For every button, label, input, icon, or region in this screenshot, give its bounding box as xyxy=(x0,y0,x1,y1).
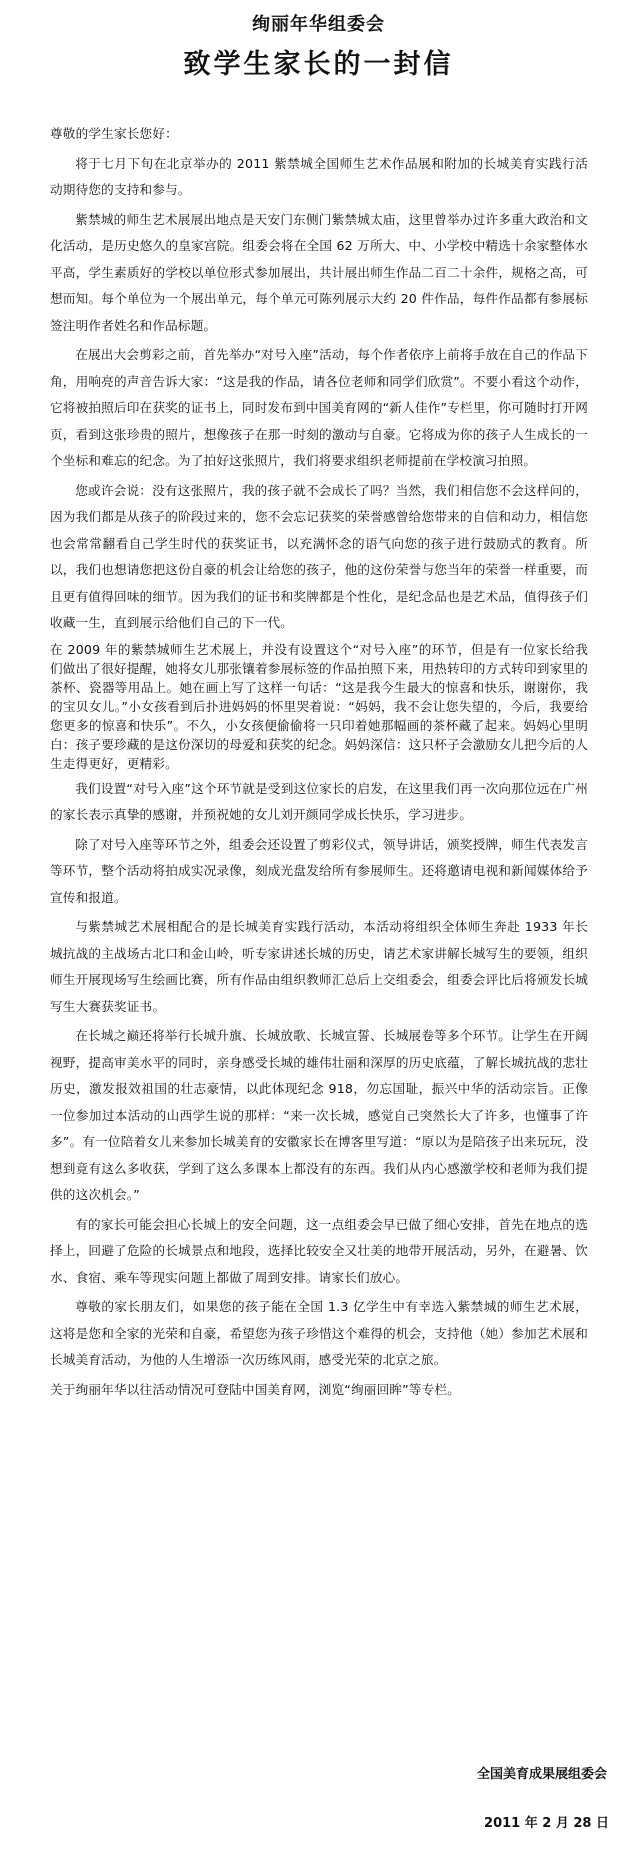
paragraph-1: 将于七月下旬在北京举办的 2011 紫禁城全国师生艺术作品展和附加的长城美育实践行活动期待您的支持和参与。 xyxy=(50,155,588,197)
letter-date: 2011 年 2 月 28 日 xyxy=(484,1816,609,1831)
salutation: 尊敬的学生家长您好： xyxy=(50,126,178,141)
paragraph-3: 在展出大会剪彩之前，首先举办“对号入座”活动，每个作者依序上前将手放在自己的作品下角，用响亮的声音告诉大家：“这是我的作品，请各位老师和同学们欣赏”。不要小看这个动作，它将被拍照后印在获奖的证书上，同时发布到中国美育网的“新人佳作”专栏里，你可随时打开网页，看到这张珍贵的照片，想像孩子在那一时刻的激动与自豪。它将成为你的孩子人生成长的一个坐标和难忘的纪念。为了拍好这张照片，我们将要求组织老师提前在学校演习拍照。 xyxy=(50,347,588,468)
paragraph-9: 在长城之巅还将举行长城升旗、长城放歌、长城宣誓、长城展卷等多个环节。让学生在开阔视野，提高审美水平的同时，亲身感受长城的雄伟壮丽和深厚的历史底蕴，了解长城抗战的悲壮历史，激发报效祖国的壮志豪情，以此体现纪念 918，勿忘国耻，振兴中华的活动宗旨。正像一位参加过本活动的山西学生说的那样：“来一次长城，感觉自己突然长大了许多，也懂事了许多”。有一位陪着女儿来参加长城美育的安徽家长在博客里写道：“原以为是陪孩子出来玩玩，没想到竟有这么多收获，学到了这么多课本上都没有的东西。我们从内心感激学校和老师为我们提供的这次机会。” xyxy=(50,1028,588,1202)
letter-title: 致学生家长的一封信 xyxy=(183,49,454,80)
paragraph-11: 尊敬的家长朋友们，如果您的孩子能在全国 1.3 亿学生中有幸选入紫禁城的师生艺术展，这将是您和全家的光荣和自豪，希望您为孩子珍惜这个难得的机会，支持他（她）参加艺术展和长城美育活动，为他的人生增添一次历练风雨，感受光荣的北京之旅。 xyxy=(50,1299,588,1367)
letter-body xyxy=(50,121,588,1406)
paragraph-4: 您或许会说：没有这张照片，我的孩子就不会成长了吗？当然，我们相信您不会这样问的，因为我们都是从孩子的阶段过来的，您不会忘记获奖的荣誉感曾给您带来的自信和动力，相信您也会常常翻看自己学生时代的获奖证书，以充满怀念的语气向您的孩子进行鼓励式的教育。所以，我们也想请您把这份自豪的机会让给您的孩子，他的这份荣誉与您当年的荣誉一样重要，而且更有值得回味的细节。因为我们的证书和奖牌都是个性化，是纪念品也是艺术品，值得孩子们收藏一生，直到展示给他们自己的下一代。 xyxy=(50,482,588,630)
signature: 全国美育成果展组委会 xyxy=(476,1767,607,1782)
paragraph-7: 除了对号入座等环节之外，组委会还设置了剪彩仪式，领导讲话，颁奖授牌，师生代表发言等环节，整个活动将拍成实况录像，刻成光盘发给所有参展师生。还将邀请电视和新闻媒体给予宣传和报道。 xyxy=(50,836,588,905)
paragraph-5: 在 2009 年的紫禁城师生艺术展上，并没有设置这个“对号入座”的环节，但是有一位家长给我们做出了很好提醒，她将女儿那张镶着参展标签的作品拍照下来，用热转印的方式转印到家里的茶杯、瓷器等用品上。她在画上写了这样一句话：“这是我今生最大的惊喜和快乐，谢谢你，我的宝贝女儿。”小女孩看到后扑进妈妈的怀里哭着说：“妈妈，我不会让您失望的，今后，我要给您更多的惊喜和快乐”。不久，小女孩便偷偷将一只印着她那幅画的茶杯藏了起来。妈妈心里明白：孩子要珍藏的是这份深切的母爱和获奖的纪念。妈妈深信：这只杯子会激励女儿把今后的人生走得更好，更精彩。 xyxy=(50,641,588,771)
footnote: 关于绚丽年华以往活动情况可登陆中国美育网，浏览“绚丽回眸”等专栏。 xyxy=(50,1381,461,1397)
paragraph-8: 与紫禁城艺术展相配合的是长城美育实践行活动，本活动将组织全体师生奔赴 1933 年长城抗战的主战场古北口和金山岭，听专家讲述长城的历史，请艺术家讲解长城写生的要领，组织师生开展现场写生绘画比赛，所有作品由组织教师汇总后上交组委会，组委会评比后将颁发长城写生大赛获奖证书。 xyxy=(50,919,588,1014)
org-title: 绚丽年华组委会 xyxy=(252,14,385,35)
paragraph-10: 有的家长可能会担心长城上的安全问题，这一点组委会早已做了细心安排，首先在地点的选择上，回避了危险的长城景点和地段，选择比较安全又壮美的地带开展活动，另外，在避暑、饮水、食宿、乘车等现实问题上都做了周到安排。请家长们放心。 xyxy=(50,1216,588,1285)
paragraph-6: 我们设置“对号入座”这个环节就是受到这位家长的启发，在这里我们再一次向那位远在广州的家长表示真挚的感谢，并预祝她的女儿刘开颜同学成长快乐，学习进步。 xyxy=(50,780,588,822)
paragraph-2: 紫禁城的师生艺术展展出地点是天安门东侧门紫禁城太庙，这里曾举办过许多重大政治和文化活动，是历史悠久的皇家宫院。组委会将在全国 62 万所大、中、小学校中精选十余家整体水平高，学生素质好的学校以单位形式参加展出，共计展出师生作品二百二十余件，规格之高，可想而知。每个单位为一个展出单元，每个单元可陈列展示大约 20 件作品，每件作品都有参展标签注明作者姓名和作品标题。 xyxy=(50,211,588,333)
